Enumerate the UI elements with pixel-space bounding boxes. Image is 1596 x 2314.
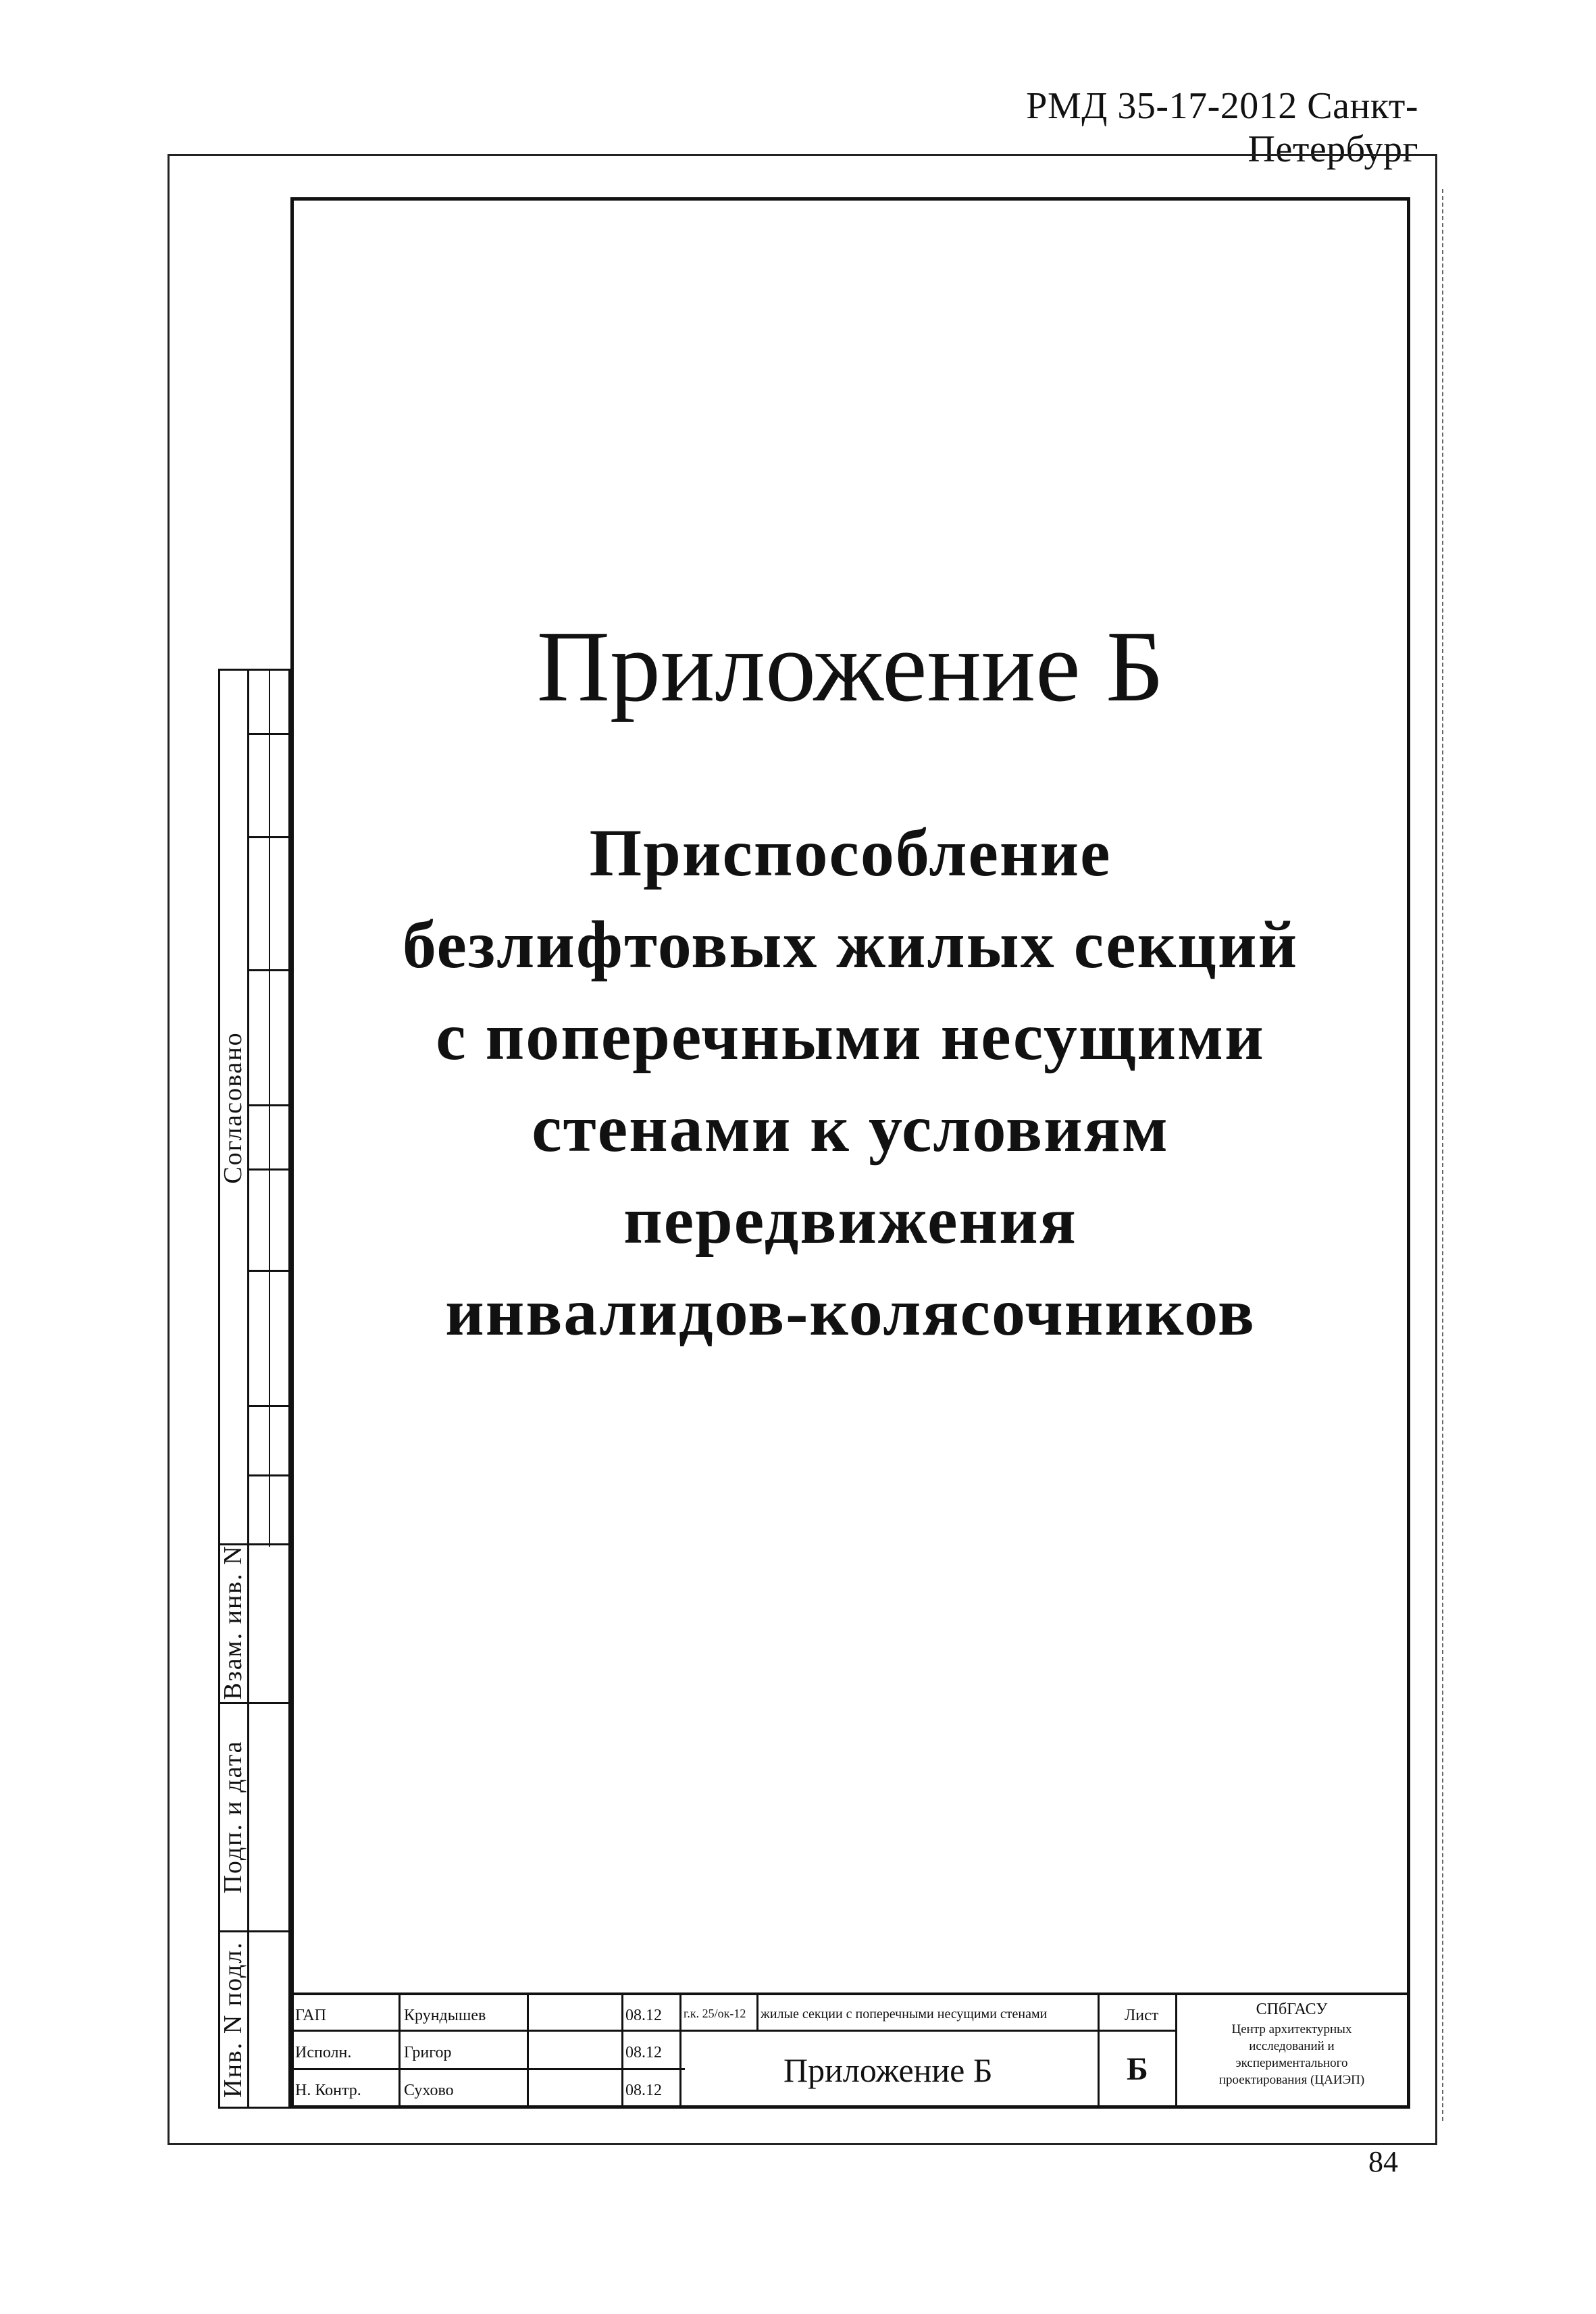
title-block-col-line	[621, 1992, 623, 2109]
tb-name-cell: Григор	[404, 2044, 452, 2061]
main-title-line: передвижения	[623, 1183, 1077, 1258]
strip-label-sign-date: Подп. и дата	[219, 1740, 247, 1894]
strip-line	[218, 1930, 290, 1932]
tb-sheet-label: Лист	[1125, 2007, 1159, 2024]
title-block-col-line	[1098, 1992, 1100, 2109]
document-header: РМД 35-17-2012 Санкт-Петербург	[1026, 85, 1418, 170]
strip-line	[247, 1405, 290, 1407]
tb-org-line: СПбГАСУ	[1256, 2001, 1328, 2018]
main-title-line: стенами к условиям	[532, 1091, 1169, 1166]
tb-date-cell: 08.12	[625, 2082, 662, 2099]
tb-organization	[1175, 1999, 1408, 2088]
tb-date-cell: 08.12	[625, 2007, 662, 2024]
tb-name-cell: Крундышев	[404, 2007, 486, 2024]
title-block-row-line	[290, 2068, 685, 2070]
tb-code-cell: г.к. 25/ок-12	[684, 2007, 746, 2020]
title-block-col-line	[527, 1992, 529, 2109]
tb-sheet-value: Б	[1127, 2051, 1148, 2087]
tb-role-cell: Н. Контр.	[295, 2082, 361, 2099]
strip-line	[247, 1474, 290, 1476]
tb-org-line: Центр архитектурных	[1231, 2022, 1352, 2036]
side-strip-divider	[269, 669, 270, 1547]
main-title-line: с поперечными несущими	[436, 999, 1265, 1074]
title-block-col-line	[398, 1992, 401, 2109]
tb-date-cell: 08.12	[625, 2044, 662, 2061]
strip-label-agreed: Согласовано	[219, 1031, 247, 1184]
page-number: 84	[1368, 2145, 1398, 2178]
tb-role-cell: Исполн.	[295, 2044, 352, 2061]
tb-org-line: экспериментального	[1235, 2055, 1348, 2070]
main-title-line: инвалидов-колясочников	[445, 1275, 1256, 1349]
main-title-line: Приспособление	[589, 815, 1112, 890]
strip-line	[247, 1270, 290, 1272]
tb-doc-name-cell: жилые секции с поперечными несущими стенами	[761, 2007, 1048, 2022]
strip-line	[247, 1104, 290, 1106]
tb-name-cell: Сухово	[404, 2082, 454, 2099]
strip-line	[218, 1702, 290, 1704]
cut-line	[1442, 189, 1443, 2121]
title-block-col-line	[679, 1992, 681, 2109]
strip-line	[247, 1168, 290, 1171]
title-block-col-line	[756, 1992, 758, 2030]
title-block-row-line	[679, 2030, 1098, 2032]
title-block-row-line	[1098, 2030, 1175, 2032]
main-title-line: безлифтовых жилых секций	[402, 907, 1299, 982]
strip-line	[247, 733, 290, 735]
strip-line	[247, 836, 290, 838]
tb-role-cell: ГАП	[295, 2007, 326, 2024]
strip-label-inv-orig: Инв. N подл.	[219, 1941, 247, 2098]
tb-org-line: проектирования (ЦАИЭП)	[1218, 2072, 1365, 2087]
title-block-row-line	[290, 2030, 685, 2032]
strip-label-replace-inv: Взам. инв. N	[219, 1545, 247, 1700]
appendix-title: Приложение Б	[536, 611, 1164, 723]
strip-line	[247, 969, 290, 971]
main-title	[290, 807, 1410, 1358]
tb-org-line: исследований и	[1249, 2038, 1335, 2053]
tb-title-cell: Приложение Б	[783, 2051, 993, 2089]
